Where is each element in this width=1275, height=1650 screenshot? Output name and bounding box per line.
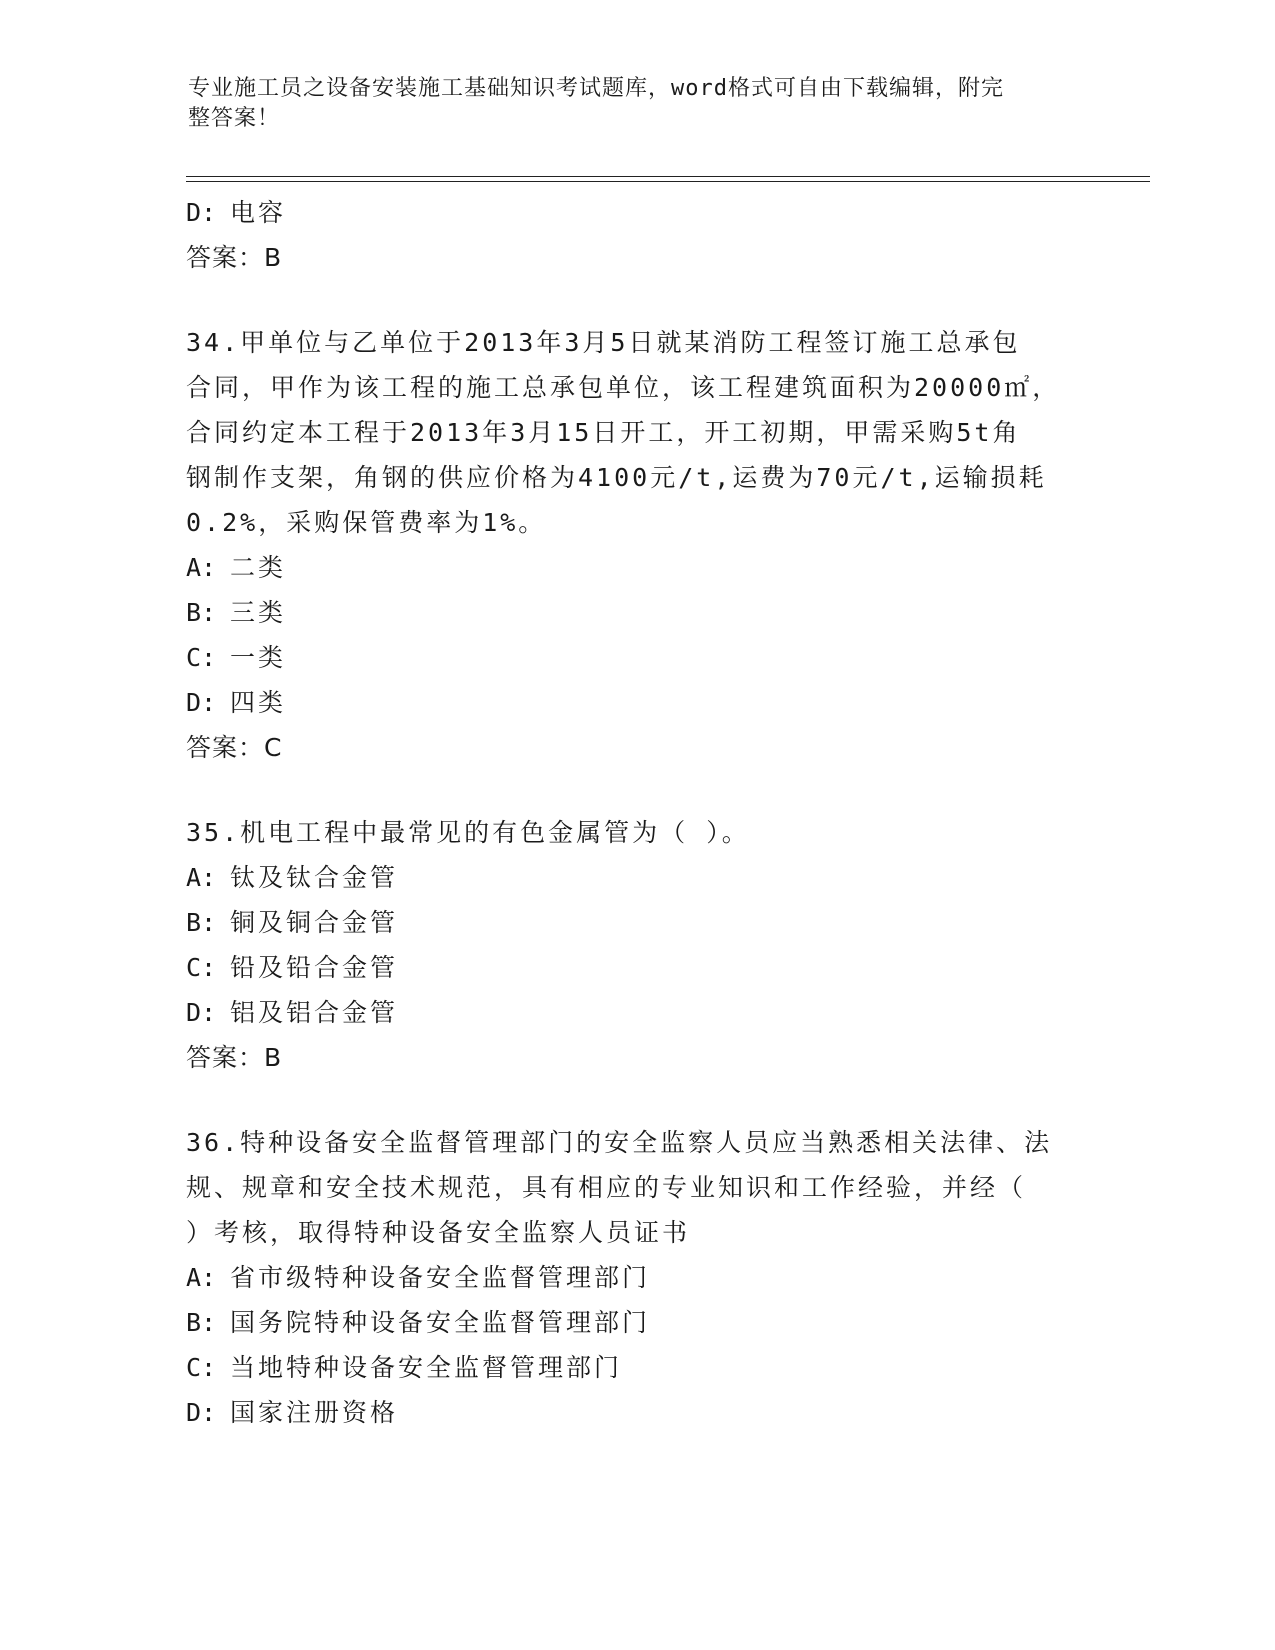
option-text: 当地特种设备安全监督管理部门 bbox=[230, 1353, 623, 1382]
question-36 bbox=[186, 1120, 1086, 1435]
document-body bbox=[186, 190, 1086, 1435]
option-label: B: bbox=[186, 598, 217, 627]
answer-line: 答案：B bbox=[186, 1043, 283, 1072]
option-c bbox=[186, 1345, 1086, 1390]
option-a bbox=[186, 545, 1086, 590]
question-34 bbox=[186, 320, 1086, 770]
question-text-line: 规、规章和安全技术规范，具有相应的专业知识和工作经验，并经（ bbox=[186, 1173, 1027, 1202]
option-text: 二类 bbox=[230, 553, 287, 582]
question-text-line: ）考核，取得特种设备安全监察人员证书 bbox=[186, 1218, 691, 1247]
option-c bbox=[186, 635, 1086, 680]
option-text: 铝及铝合金管 bbox=[230, 998, 399, 1027]
option-a bbox=[186, 855, 1086, 900]
option-label: D: bbox=[186, 1398, 217, 1427]
answer-line: 答案：B bbox=[186, 243, 283, 272]
header-text-line-2: 整答案！ bbox=[188, 106, 281, 131]
header-text-line-1: 专业施工员之设备安装施工基础知识考试题库，word格式可自由下载编辑，附完 bbox=[188, 76, 1004, 101]
question-35 bbox=[186, 810, 1086, 1080]
answer-line: 答案：C bbox=[186, 733, 283, 762]
option-d bbox=[186, 990, 1086, 1035]
option-label: C: bbox=[186, 643, 217, 672]
option-b bbox=[186, 900, 1086, 945]
option-text: 国务院特种设备安全监督管理部门 bbox=[230, 1308, 651, 1337]
option-text: 四类 bbox=[230, 688, 287, 717]
option-d bbox=[186, 680, 1086, 725]
option-label: D: bbox=[186, 998, 217, 1027]
question-number: 34. bbox=[186, 328, 241, 357]
question-text-line: 钢制作支架，角钢的供应价格为4100元/t,运费为70元/t,运输损耗 bbox=[186, 463, 1047, 492]
question-text-line: 合同约定本工程于2013年3月15日开工，开工初期，甲需采购5t角 bbox=[186, 418, 1021, 447]
option-text: 电容 bbox=[230, 198, 287, 227]
question-text: 机电工程中最常见的有色金属管为（ ）。 bbox=[240, 818, 750, 847]
option-a bbox=[186, 1255, 1086, 1300]
question-number: 35. bbox=[186, 818, 241, 847]
option-d bbox=[186, 1390, 1086, 1435]
option-label: A: bbox=[186, 553, 217, 582]
option-c bbox=[186, 945, 1086, 990]
header-divider-top bbox=[186, 176, 1150, 177]
option-b bbox=[186, 1300, 1086, 1345]
question-number: 36. bbox=[186, 1128, 241, 1157]
option-text: 国家注册资格 bbox=[230, 1398, 399, 1427]
question-text-line: 0.2%，采购保管费率为1%。 bbox=[186, 508, 547, 537]
question-text-line bbox=[186, 810, 1086, 855]
option-text: 铜及铜合金管 bbox=[230, 908, 399, 937]
option-b bbox=[186, 590, 1086, 635]
option-label: A: bbox=[186, 863, 217, 892]
option-text: 一类 bbox=[230, 643, 287, 672]
option-text: 钛及钛合金管 bbox=[230, 863, 399, 892]
question-text: 特种设备安全监督管理部门的安全监察人员应当熟悉相关法律、法 bbox=[240, 1128, 1053, 1157]
option-label: C: bbox=[186, 953, 217, 982]
option-text: 铅及铅合金管 bbox=[230, 953, 399, 982]
question-text-line bbox=[186, 1120, 1086, 1165]
option-text: 省市级特种设备安全监督管理部门 bbox=[230, 1263, 651, 1292]
question-text-line bbox=[186, 320, 1086, 365]
option-label: A: bbox=[186, 1263, 217, 1292]
option-text: 三类 bbox=[230, 598, 287, 627]
option-label: B: bbox=[186, 1308, 217, 1337]
question-text-line: 合同，甲作为该工程的施工总承包单位，该工程建筑面积为20000㎡， bbox=[186, 373, 1061, 402]
option-label: D: bbox=[186, 688, 217, 717]
header-divider-bottom bbox=[186, 181, 1150, 182]
option-label: C: bbox=[186, 1353, 217, 1382]
option-label: D: bbox=[186, 198, 217, 227]
option-d bbox=[186, 190, 1086, 235]
question-text: 甲单位与乙单位于2013年3月5日就某消防工程签订施工总承包 bbox=[240, 328, 1021, 357]
document-header bbox=[188, 74, 1068, 134]
option-label: B: bbox=[186, 908, 217, 937]
